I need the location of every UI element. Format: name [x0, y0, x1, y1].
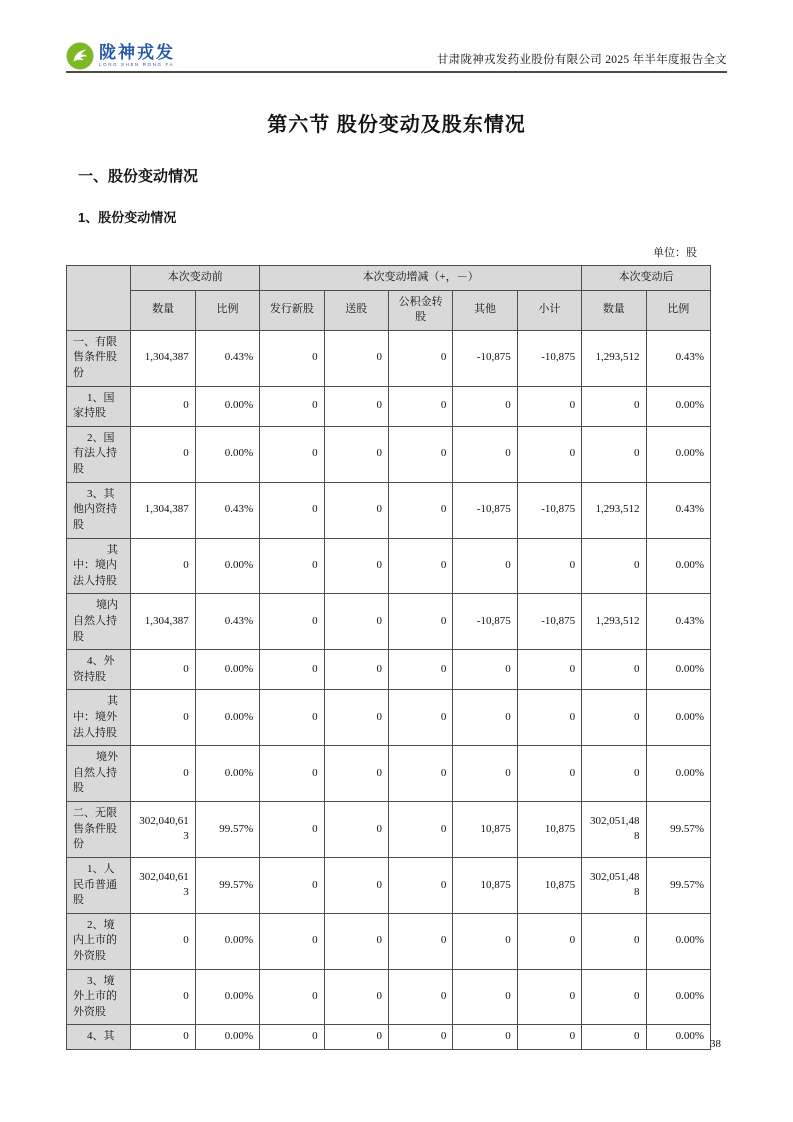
cell-value: 0 [324, 690, 388, 746]
cell-value: 0 [582, 1025, 646, 1050]
row-label: 一、有限售条件股份 [67, 330, 131, 386]
table-row [67, 802, 711, 858]
cell-value: 0 [324, 1025, 388, 1050]
cell-value: 0 [517, 386, 581, 426]
cell-value: 0 [260, 913, 324, 969]
cell-value: 0.00% [646, 426, 710, 482]
cell-value: 0.00% [195, 650, 259, 690]
cell-value: -10,875 [453, 330, 517, 386]
col-header: 数量 [582, 290, 646, 330]
cell-value: -10,875 [517, 482, 581, 538]
cell-value: 0 [388, 802, 452, 858]
cell-value: 0 [517, 538, 581, 594]
cell-value: 10,875 [453, 857, 517, 913]
cell-value: 0.00% [195, 426, 259, 482]
cell-value: 10,875 [453, 802, 517, 858]
cell-value: 0 [517, 426, 581, 482]
cell-value: -10,875 [517, 594, 581, 650]
cell-value: 1,304,387 [131, 482, 195, 538]
cell-value: 0 [324, 330, 388, 386]
unit-note: 单位：股 [653, 247, 697, 259]
cell-value: 0 [131, 1025, 195, 1050]
cell-value: 0 [517, 690, 581, 746]
cell-value: 0 [260, 969, 324, 1025]
cell-value: 0 [582, 690, 646, 746]
cell-value: 0 [131, 746, 195, 802]
cell-value: 0.43% [195, 594, 259, 650]
cell-value: 302,051,488 [582, 857, 646, 913]
cell-value: 0 [324, 386, 388, 426]
cell-value: 0 [388, 386, 452, 426]
col-header: 比例 [195, 290, 259, 330]
cell-value: 0 [517, 1025, 581, 1050]
cell-value: 0 [582, 538, 646, 594]
cell-value: 0 [131, 913, 195, 969]
cell-value: 0 [582, 426, 646, 482]
cell-value: 0 [388, 913, 452, 969]
cell-value: 0 [388, 650, 452, 690]
col-header: 比例 [646, 290, 710, 330]
share-change-table-wrap [66, 245, 711, 1050]
cell-value: -10,875 [453, 594, 517, 650]
cell-value: 0 [131, 650, 195, 690]
cell-value: 0 [131, 386, 195, 426]
row-label: 4、外资持股 [67, 650, 131, 690]
cell-value: 0 [324, 913, 388, 969]
subsection-heading: 1、股份变动情况 [78, 210, 177, 225]
cell-value: -10,875 [453, 482, 517, 538]
row-label: 二、无限售条件股份 [67, 802, 131, 858]
cell-value: 0 [260, 594, 324, 650]
cell-value: 0 [324, 482, 388, 538]
cell-value: 0.00% [195, 538, 259, 594]
cell-value: 0.43% [646, 482, 710, 538]
table-row [67, 330, 711, 386]
cell-value: 0 [582, 386, 646, 426]
cell-value: 0 [453, 1025, 517, 1050]
cell-value: 0 [453, 386, 517, 426]
table-row [67, 746, 711, 802]
cell-value: 0 [324, 746, 388, 802]
cell-value: 0 [388, 857, 452, 913]
table-group-header-row [67, 266, 711, 291]
row-label: 境内自然人持股 [67, 594, 131, 650]
cell-value: 0 [131, 690, 195, 746]
table-row [67, 1025, 711, 1050]
share-change-table-body [67, 330, 711, 1049]
cell-value: 0 [260, 857, 324, 913]
cell-value: 0.00% [195, 746, 259, 802]
cell-value: 0 [582, 913, 646, 969]
cell-value: 0 [260, 426, 324, 482]
col-header: 数量 [131, 290, 195, 330]
cell-value: 0 [453, 746, 517, 802]
cell-value: 0 [131, 969, 195, 1025]
cell-value: 0 [324, 969, 388, 1025]
company-logo [66, 42, 175, 70]
cell-value: 0 [388, 969, 452, 1025]
cell-value: 0 [388, 1025, 452, 1050]
cell-value: 99.57% [646, 857, 710, 913]
cell-value: 0 [582, 746, 646, 802]
cell-value: 0 [324, 538, 388, 594]
cell-value: 10,875 [517, 802, 581, 858]
cell-value: 0 [260, 538, 324, 594]
table-row [67, 386, 711, 426]
cell-value: 0 [453, 650, 517, 690]
cell-value: 1,304,387 [131, 330, 195, 386]
cell-value: 0 [517, 650, 581, 690]
cell-value: 0 [260, 1025, 324, 1050]
row-label: 1、人民币普通股 [67, 857, 131, 913]
cell-value: 0 [260, 330, 324, 386]
cell-value: 0.00% [646, 746, 710, 802]
col-header: 其他 [453, 290, 517, 330]
cell-value: -10,875 [517, 330, 581, 386]
cell-value: 0.43% [646, 330, 710, 386]
cell-value: 0.43% [646, 594, 710, 650]
cell-value: 0 [517, 913, 581, 969]
table-row [67, 538, 711, 594]
row-label: 3、境外上市的外资股 [67, 969, 131, 1025]
row-label: 3、其他内资持股 [67, 482, 131, 538]
row-label: 境外自然人持股 [67, 746, 131, 802]
col-header: 小计 [517, 290, 581, 330]
cell-value: 0.00% [195, 690, 259, 746]
table-row [67, 969, 711, 1025]
cell-value: 0.43% [195, 330, 259, 386]
cell-value: 302,051,488 [582, 802, 646, 858]
table-row [67, 594, 711, 650]
section-heading: 一、股份变动情况 [78, 168, 199, 185]
group-after-change: 本次变动后 [582, 266, 711, 291]
cell-value: 302,040,613 [131, 857, 195, 913]
cell-value: 1,304,387 [131, 594, 195, 650]
cell-value: 0.00% [195, 1025, 259, 1050]
cell-value: 0 [260, 650, 324, 690]
cell-value: 0 [324, 857, 388, 913]
cell-value: 0.00% [646, 690, 710, 746]
row-label: 2、国有法人持股 [67, 426, 131, 482]
logo-brand-en: LONG SHEN RONG FA [99, 62, 175, 68]
cell-value: 0.00% [646, 386, 710, 426]
cell-value: 1,293,512 [582, 330, 646, 386]
table-row [67, 913, 711, 969]
col-header: 送股 [324, 290, 388, 330]
cell-value: 0.00% [646, 650, 710, 690]
cell-value: 0 [260, 482, 324, 538]
cell-value: 0 [388, 482, 452, 538]
cell-value: 0.00% [195, 969, 259, 1025]
cell-value: 0 [582, 650, 646, 690]
cell-value: 0.43% [195, 482, 259, 538]
cell-value: 0 [453, 690, 517, 746]
cell-value: 0.00% [195, 386, 259, 426]
cell-value: 0 [388, 594, 452, 650]
page-number: 38 [710, 1038, 721, 1050]
table-column-header-row [67, 290, 711, 330]
logo-text [99, 44, 175, 68]
cell-value: 0 [453, 538, 517, 594]
cell-value: 0 [260, 746, 324, 802]
cell-value: 99.57% [195, 857, 259, 913]
cell-value: 0 [517, 746, 581, 802]
cell-value: 0.00% [646, 913, 710, 969]
row-label: 4、其 [67, 1025, 131, 1050]
page-header [66, 0, 727, 73]
group-change-amount: 本次变动增减（+，－） [260, 266, 582, 291]
cell-value: 302,040,613 [131, 802, 195, 858]
cell-value: 0 [324, 594, 388, 650]
logo-icon [66, 42, 94, 70]
cell-value: 0 [388, 426, 452, 482]
table-row [67, 857, 711, 913]
table-row [67, 482, 711, 538]
cell-value: 1,293,512 [582, 594, 646, 650]
cell-value: 99.57% [195, 802, 259, 858]
cell-value: 0 [260, 802, 324, 858]
table-row [67, 690, 711, 746]
cell-value: 0 [453, 426, 517, 482]
cell-value: 0 [131, 426, 195, 482]
cell-value: 0 [453, 969, 517, 1025]
col-header: 公积金转股 [388, 290, 452, 330]
cell-value: 0 [453, 913, 517, 969]
group-before-change: 本次变动前 [131, 266, 260, 291]
cell-value: 0 [324, 802, 388, 858]
row-label: 其中：境内法人持股 [67, 538, 131, 594]
table-row [67, 650, 711, 690]
cell-value: 99.57% [646, 802, 710, 858]
row-label: 1、国家持股 [67, 386, 131, 426]
row-label: 2、境内上市的外资股 [67, 913, 131, 969]
col-header: 发行新股 [260, 290, 324, 330]
cell-value: 0 [260, 386, 324, 426]
cell-value: 0 [131, 538, 195, 594]
table-row [67, 426, 711, 482]
cell-value: 1,293,512 [582, 482, 646, 538]
cell-value: 0.00% [646, 538, 710, 594]
cell-value: 0 [517, 969, 581, 1025]
row-label: 其中：境外法人持股 [67, 690, 131, 746]
cell-value: 0 [582, 969, 646, 1025]
cell-value: 0.00% [646, 969, 710, 1025]
cell-value: 0 [388, 746, 452, 802]
cell-value: 0 [260, 690, 324, 746]
cell-value: 0.00% [646, 1025, 710, 1050]
corner-cell [67, 266, 131, 331]
cell-value: 0 [324, 426, 388, 482]
cell-value: 0.00% [195, 913, 259, 969]
cell-value: 0 [388, 690, 452, 746]
cell-value: 0 [388, 330, 452, 386]
logo-brand-cn: 陇神戎发 [99, 43, 175, 63]
share-change-table [66, 265, 711, 1050]
running-header-title: 甘肃陇神戎发药业股份有限公司 2025 年半年度报告全文 [436, 54, 727, 66]
cell-value: 0 [324, 650, 388, 690]
page-title: 第六节 股份变动及股东情况 [267, 114, 526, 136]
cell-value: 10,875 [517, 857, 581, 913]
cell-value: 0 [388, 538, 452, 594]
